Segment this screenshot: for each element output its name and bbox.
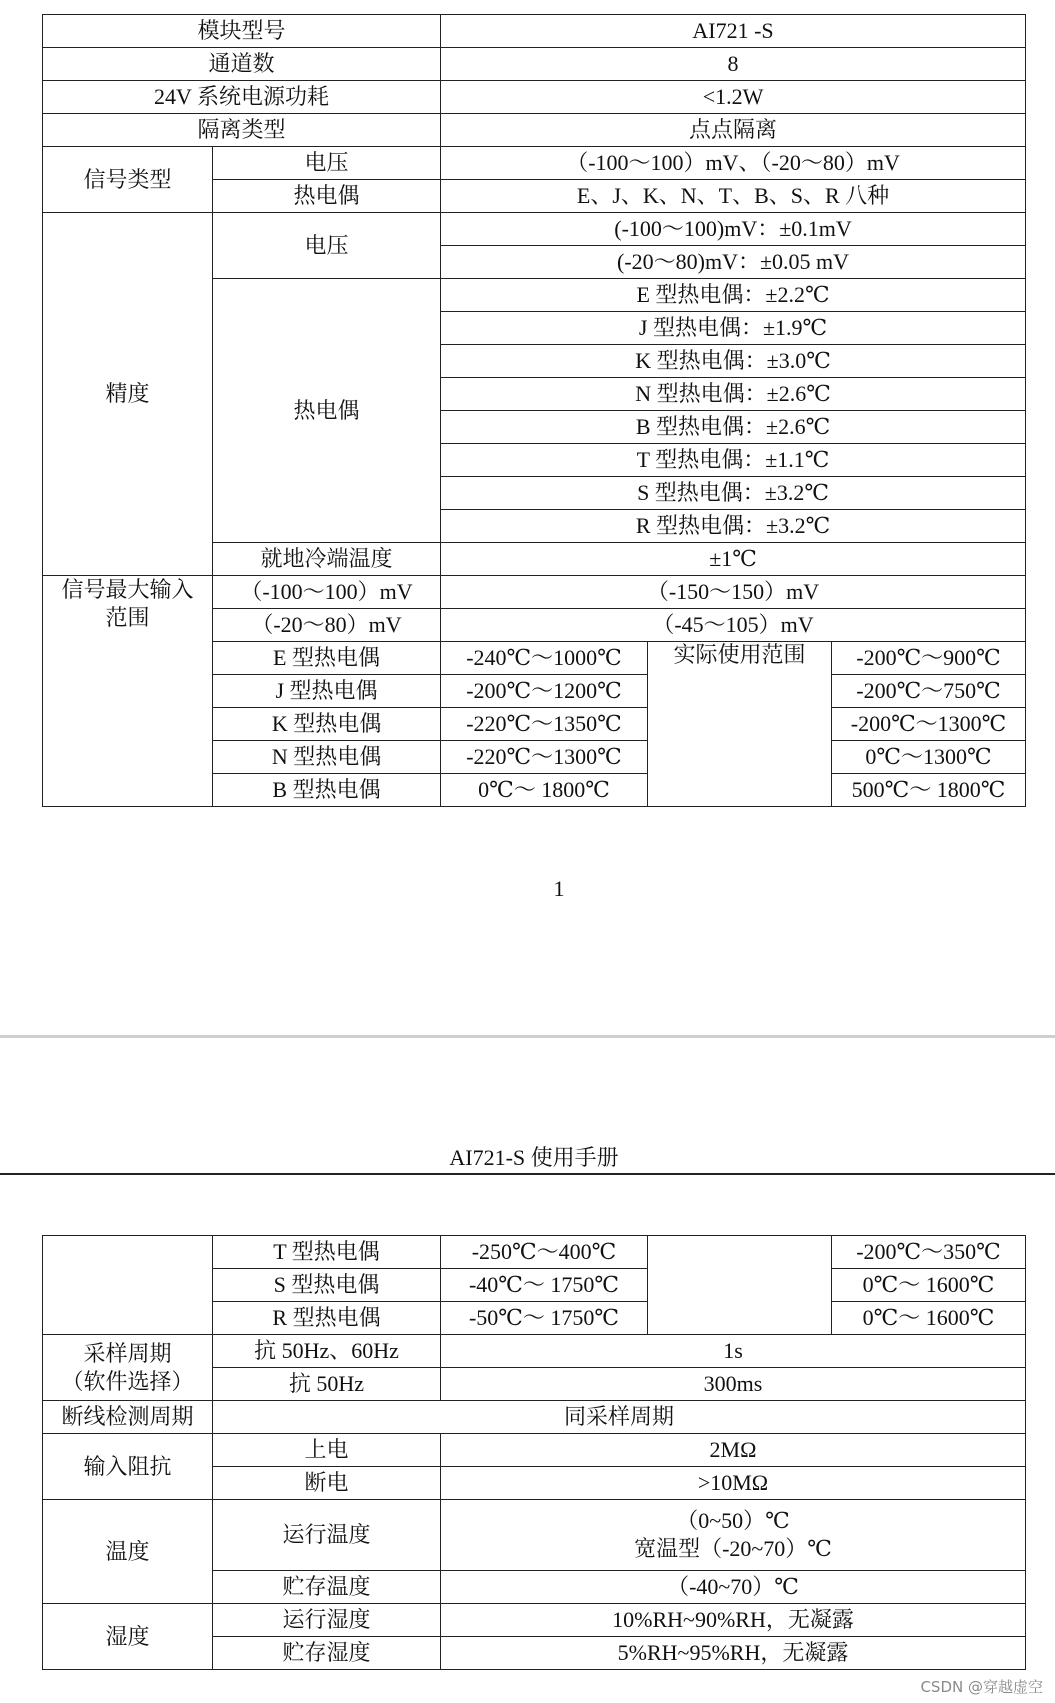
page-divider <box>0 1035 1055 1038</box>
page-number: 1 <box>553 876 565 901</box>
value-cell: N 型热电偶：±2.6℃ <box>441 378 1026 411</box>
tc-type-label: R 型热电偶 <box>213 1302 441 1335</box>
value-cell: K 型热电偶：±3.0℃ <box>441 345 1026 378</box>
sub-label: 贮存温度 <box>213 1571 441 1604</box>
sub-label: 运行湿度 <box>213 1604 441 1637</box>
row-label-humidity: 湿度 <box>43 1604 213 1670</box>
value-channels: 8 <box>441 48 1026 81</box>
running-header: AI721-S 使用手册 <box>449 1145 619 1170</box>
row-label-channels: 通道数 <box>43 48 441 81</box>
value-cell: 10%RH~90%RH，无凝露 <box>441 1604 1026 1637</box>
value-cell: （-150～150）mV <box>441 576 1026 609</box>
tc-range: -220℃～1350℃ <box>441 708 648 741</box>
row-label-temperature: 温度 <box>43 1500 213 1604</box>
row-label-isolation: 隔离类型 <box>43 114 441 147</box>
sub-label: （-20～80）mV <box>213 609 441 642</box>
sub-label: 断电 <box>213 1467 441 1500</box>
value-cell: 5%RH~95%RH，无凝露 <box>441 1637 1026 1670</box>
row-label-sampling <box>43 1335 213 1401</box>
value-cell: E 型热电偶：±2.2℃ <box>441 279 1026 312</box>
table-row <box>43 114 1026 147</box>
actual-range-label: 实际使用范围 <box>648 642 832 807</box>
value-cell: （-45～105）mV <box>441 609 1026 642</box>
table-row <box>43 1236 1026 1269</box>
tc-actual-range: -200℃～350℃ <box>832 1236 1026 1269</box>
value-cell: (-100～100)mV：±0.1mV <box>441 213 1026 246</box>
table-row <box>43 576 1026 609</box>
value-line: （0~50）℃ <box>676 1508 790 1533</box>
table-row <box>43 1434 1026 1467</box>
value-cell: T 型热电偶：±1.1℃ <box>441 444 1026 477</box>
watermark: CSDN @穿越虚空 <box>920 1678 1043 1696</box>
tc-range: 0℃～ 1800℃ <box>441 774 648 807</box>
sub-label: 抗 50Hz <box>213 1368 441 1401</box>
table-row <box>43 15 1026 48</box>
tc-actual-range: 500℃～ 1800℃ <box>832 774 1026 807</box>
table-row <box>43 147 1026 180</box>
value-cell: （-40~70）℃ <box>441 1571 1026 1604</box>
spec-table-page-2 <box>42 1235 1026 1670</box>
tc-type-label: N 型热电偶 <box>213 741 441 774</box>
tc-range: -40℃～ 1750℃ <box>441 1269 648 1302</box>
table-row <box>43 1401 1026 1434</box>
sub-label: 运行温度 <box>213 1500 441 1571</box>
tc-actual-range: -200℃～1300℃ <box>832 708 1026 741</box>
value-cell: E、J、K、N、T、B、S、R 八种 <box>441 180 1026 213</box>
row-label-accuracy: 精度 <box>43 213 213 576</box>
label-line: 信号最大输入 <box>61 577 194 602</box>
header-rule <box>0 1173 1055 1175</box>
table-row <box>43 1500 1026 1571</box>
value-power: <1.2W <box>441 81 1026 114</box>
value-module-model: AI721 -S <box>441 15 1026 48</box>
sub-label: 热电偶 <box>213 279 441 543</box>
table-row <box>43 1604 1026 1637</box>
continued-label-cell <box>43 1236 213 1335</box>
tc-range: -240℃～1000℃ <box>441 642 648 675</box>
label-line: （软件选择） <box>61 1368 194 1394</box>
tc-actual-range: 0℃～1300℃ <box>832 741 1026 774</box>
tc-type-label: E 型热电偶 <box>213 642 441 675</box>
tc-range: -250℃～400℃ <box>441 1236 648 1269</box>
sub-label: 就地冷端温度 <box>213 543 441 576</box>
spec-table-page-1 <box>42 14 1026 807</box>
row-label-break-detect: 断线检测周期 <box>43 1401 213 1434</box>
value-cell: R 型热电偶：±3.2℃ <box>441 510 1026 543</box>
value-cell: >10MΩ <box>441 1467 1026 1500</box>
value-cell: 同采样周期 <box>213 1401 1026 1434</box>
row-label-module-model: 模块型号 <box>43 15 441 48</box>
tc-type-label: J 型热电偶 <box>213 675 441 708</box>
row-label-max-input <box>43 576 213 807</box>
table-row <box>43 81 1026 114</box>
table-row <box>43 1335 1026 1368</box>
value-line: 宽温型（-20~70）℃ <box>634 1536 832 1561</box>
tc-range: -50℃～ 1750℃ <box>441 1302 648 1335</box>
row-label-impedance: 输入阻抗 <box>43 1434 213 1500</box>
value-cell: （-100～100）mV、（-20～80）mV <box>441 147 1026 180</box>
value-isolation: 点点隔离 <box>441 114 1026 147</box>
row-label-signal-type: 信号类型 <box>43 147 213 213</box>
continued-actual-label-cell <box>648 1236 832 1335</box>
value-cell: S 型热电偶：±3.2℃ <box>441 477 1026 510</box>
tc-range: -220℃～1300℃ <box>441 741 648 774</box>
tc-actual-range: -200℃～750℃ <box>832 675 1026 708</box>
value-cell <box>441 1500 1026 1571</box>
value-cell: (-20～80)mV：±0.05 mV <box>441 246 1026 279</box>
value-cell: B 型热电偶：±2.6℃ <box>441 411 1026 444</box>
sub-label: 贮存湿度 <box>213 1637 441 1670</box>
tc-range: -200℃～1200℃ <box>441 675 648 708</box>
sub-label: （-100～100）mV <box>213 576 441 609</box>
value-cell: ±1℃ <box>441 543 1026 576</box>
value-cell: 300ms <box>441 1368 1026 1401</box>
value-cell: 2MΩ <box>441 1434 1026 1467</box>
value-cell: 1s <box>441 1335 1026 1368</box>
sub-label: 热电偶 <box>213 180 441 213</box>
tc-type-label: B 型热电偶 <box>213 774 441 807</box>
label-line: 范围 <box>105 605 150 630</box>
tc-type-label: S 型热电偶 <box>213 1269 441 1302</box>
sub-label: 电压 <box>213 147 441 180</box>
table-row <box>43 213 1026 246</box>
tc-type-label: K 型热电偶 <box>213 708 441 741</box>
tc-actual-range: 0℃～ 1600℃ <box>832 1269 1026 1302</box>
tc-type-label: T 型热电偶 <box>213 1236 441 1269</box>
tc-actual-range: -200℃～900℃ <box>832 642 1026 675</box>
sub-label: 电压 <box>213 213 441 279</box>
sub-label: 上电 <box>213 1434 441 1467</box>
tc-actual-range: 0℃～ 1600℃ <box>832 1302 1026 1335</box>
sub-label: 抗 50Hz、60Hz <box>213 1335 441 1368</box>
label-line: 采样周期 <box>83 1340 172 1366</box>
value-cell: J 型热电偶：±1.9℃ <box>441 312 1026 345</box>
table-row <box>43 48 1026 81</box>
row-label-power: 24V 系统电源功耗 <box>43 81 441 114</box>
